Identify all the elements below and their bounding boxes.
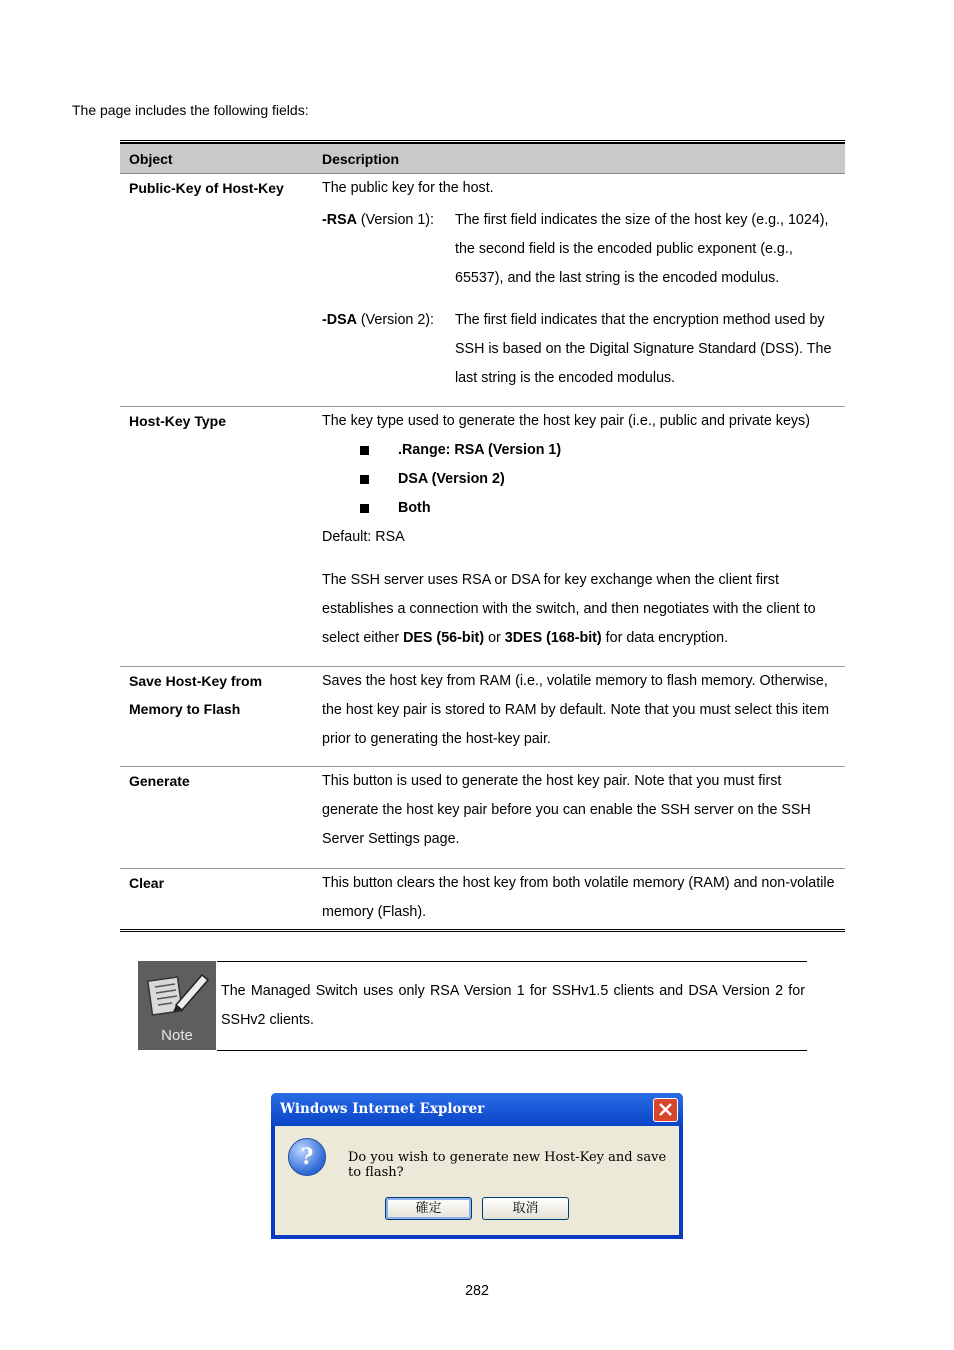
- row-desc-text: The public key for the host.: [322, 180, 494, 196]
- close-icon[interactable]: [653, 1098, 678, 1122]
- question-icon: ?: [288, 1138, 326, 1176]
- row-object: Host-Key Type: [129, 413, 226, 429]
- list-item: DSA (Version 2): [360, 465, 845, 494]
- dialog-titlebar: [271, 1093, 683, 1126]
- ok-button[interactable]: 確定: [385, 1197, 472, 1220]
- note-pencil-icon: [138, 961, 216, 1050]
- row-object: Clear: [129, 875, 165, 891]
- row-description: This button is used to generate the host key pair. Note that you must first generate the host key pair before you can enable the SSH server on the SSH Server Settings page.: [322, 773, 811, 847]
- row-description: This button clears the host key from both volatile memory (RAM) and non-volatile memory (Flash).: [322, 875, 835, 920]
- square-bullet-icon: [360, 446, 369, 455]
- header-description: Description: [322, 150, 400, 167]
- row-description: [313, 407, 845, 666]
- row-description: [313, 174, 845, 406]
- table-row: [120, 767, 845, 869]
- dsa-text: The first field indicates that the encryption method used by SSH is based on the Digital Signature Standard (DSS). The last string is the encoded modulus.: [455, 312, 832, 386]
- fields-table: [120, 140, 845, 932]
- intro-text: The page includes the following fields:: [72, 102, 309, 118]
- rsa-text: The first field indicates the size of the host key (e.g., 1024), the second field is the encoded public exponent (e.g., 65537), and the last string is the encoded modulus.: [455, 212, 829, 286]
- row-object: Save Host-Key from Memory to Flash: [129, 673, 263, 717]
- table-row: [120, 869, 845, 932]
- row-object: Generate: [129, 773, 190, 789]
- encryption-paragraph: The SSH server uses RSA or DSA for key exchange when the client first establishes a connection with the switch, and then negotiates with the client to select either DES (56-bit) or 3DES (168-bit) for data encryption.: [322, 572, 816, 646]
- table-row: [120, 667, 845, 767]
- row-description: Saves the host key from RAM (i.e., volatile memory to flash memory. Otherwise, the host key pair is stored to RAM by default. Note that you must select this item prior to generating the host-key pair.: [322, 673, 829, 747]
- dsa-subitem: [322, 306, 845, 393]
- dialog-body: [275, 1126, 679, 1235]
- list-item: Both: [360, 494, 845, 523]
- square-bullet-icon: [360, 504, 369, 513]
- rsa-subitem: [322, 206, 845, 293]
- table-header: [120, 144, 845, 174]
- row-object: Public-Key of Host-Key: [129, 180, 284, 196]
- table-row: [120, 407, 845, 667]
- dsa-label: -DSA (Version 2):: [322, 312, 435, 328]
- rsa-label: -RSA (Version 1):: [322, 212, 435, 228]
- note-text: The Managed Switch uses only RSA Version 1 for SSHv1.5 clients and DSA Version 2 for SSHv2 clients.: [221, 983, 805, 1028]
- dialog-title: Windows Internet Explorer: [280, 1101, 485, 1117]
- note-label: Note: [161, 1027, 193, 1044]
- row-desc-text: The key type used to generate the host key pair (i.e., public and private keys): [322, 413, 810, 429]
- cancel-button[interactable]: 取消: [482, 1197, 569, 1220]
- dialog-message: Do you wish to generate new Host-Key and save to flash?: [348, 1150, 667, 1180]
- page-number: 282: [465, 1283, 489, 1299]
- note-box: [138, 961, 807, 1051]
- range-list: [322, 436, 845, 523]
- default-text: Default: RSA: [322, 529, 405, 545]
- list-item: .Range: RSA (Version 1): [360, 436, 845, 465]
- ie-confirm-dialog: [271, 1093, 683, 1239]
- header-object: Object: [129, 150, 173, 167]
- table-row: [120, 174, 845, 407]
- square-bullet-icon: [360, 475, 369, 484]
